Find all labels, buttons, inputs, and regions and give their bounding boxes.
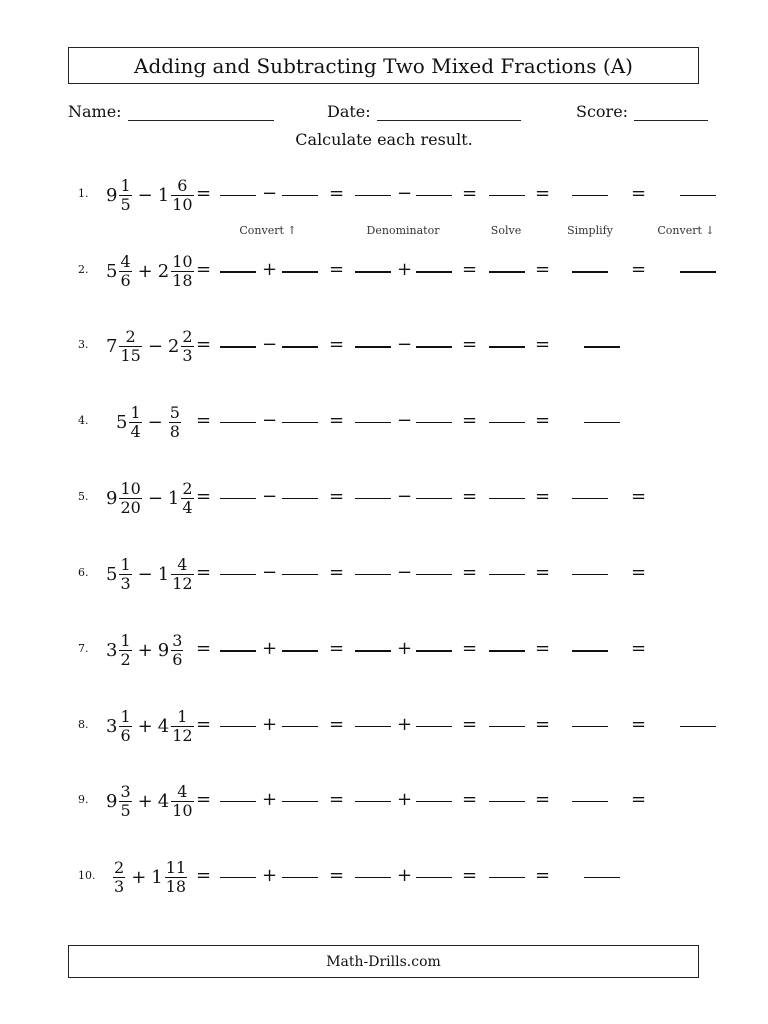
- numerator: 10: [120, 478, 141, 498]
- denominator: 4: [130, 421, 141, 441]
- fraction: [119, 480, 141, 517]
- answer-blank[interactable]: [489, 271, 525, 273]
- mixed-number: [168, 480, 195, 517]
- numerator: 4: [177, 554, 188, 574]
- operator: −: [147, 411, 163, 433]
- answer-blank[interactable]: [489, 801, 525, 802]
- answer-blank[interactable]: [282, 726, 318, 727]
- answer-blank[interactable]: [355, 498, 391, 499]
- whole-part: 9: [106, 487, 118, 509]
- operator: −: [262, 334, 278, 355]
- equals-sign: =: [535, 183, 551, 204]
- problem-row: [0, 316, 768, 376]
- answer-blank[interactable]: [584, 422, 620, 423]
- whole-part: 1: [151, 866, 163, 888]
- numerator: 3: [172, 630, 183, 650]
- answer-blank[interactable]: [489, 346, 525, 348]
- equals-sign: =: [329, 334, 345, 355]
- score-input-line[interactable]: [634, 96, 708, 121]
- whole-part: 3: [106, 715, 118, 737]
- equals-sign: =: [631, 638, 647, 659]
- operator: −: [262, 410, 278, 431]
- whole-part: 3: [106, 639, 118, 661]
- fraction: [171, 708, 193, 745]
- answer-blank[interactable]: [572, 726, 608, 727]
- footer: Math-Drills.com: [68, 945, 699, 978]
- equals-sign: =: [535, 486, 551, 507]
- equals-sign: =: [535, 865, 551, 886]
- answer-blank[interactable]: [416, 574, 452, 575]
- answer-blank[interactable]: [416, 801, 452, 802]
- fraction: [181, 328, 193, 365]
- answer-blank[interactable]: [220, 498, 256, 499]
- equals-sign: =: [631, 714, 647, 735]
- equals-sign: =: [462, 714, 478, 735]
- mixed-number: [112, 859, 126, 896]
- problem-number: 1.: [78, 187, 89, 200]
- answer-blank[interactable]: [416, 195, 452, 196]
- answer-blank[interactable]: [584, 877, 620, 878]
- numerator: 2: [125, 326, 136, 346]
- answer-blank[interactable]: [282, 195, 318, 196]
- answer-blank[interactable]: [416, 877, 452, 878]
- equals-sign: =: [535, 410, 551, 431]
- answer-blank[interactable]: [489, 574, 525, 575]
- equals-sign: =: [462, 259, 478, 280]
- mixed-number: [158, 556, 195, 593]
- whole-part: 9: [106, 184, 118, 206]
- denominator: 5: [120, 194, 131, 214]
- answer-blank[interactable]: [416, 726, 452, 727]
- mixed-number: [106, 328, 143, 365]
- operator: −: [397, 562, 413, 583]
- problem-number: 8.: [78, 718, 89, 731]
- fraction: [171, 177, 193, 214]
- problem-row: [0, 771, 768, 831]
- answer-blank[interactable]: [355, 346, 391, 348]
- equals-sign: =: [196, 259, 212, 280]
- problem-number: 4.: [78, 414, 89, 427]
- fraction: [113, 859, 125, 896]
- fraction: [129, 404, 141, 441]
- operator: +: [137, 260, 153, 282]
- answer-blank[interactable]: [282, 650, 318, 652]
- answer-blank[interactable]: [416, 422, 452, 423]
- whole-part: 5: [116, 411, 128, 433]
- problem-row: [0, 620, 768, 680]
- fraction: [119, 632, 131, 669]
- mixed-number: [106, 480, 143, 517]
- numerator: 2: [182, 478, 193, 498]
- equals-sign: =: [631, 259, 647, 280]
- answer-blank[interactable]: [220, 726, 256, 727]
- answer-blank[interactable]: [584, 346, 620, 348]
- equals-sign: =: [196, 789, 212, 810]
- whole-part: 5: [106, 260, 118, 282]
- problem-number: 5.: [78, 490, 89, 503]
- fraction: [119, 556, 131, 593]
- hint-2: Solve: [490, 224, 522, 237]
- equals-sign: =: [196, 183, 212, 204]
- answer-blank[interactable]: [680, 195, 716, 196]
- answer-blank[interactable]: [489, 650, 525, 652]
- denominator: 3: [120, 573, 131, 593]
- operator: +: [262, 789, 278, 810]
- problem-number: 7.: [78, 642, 89, 655]
- numerator: 2: [114, 857, 125, 877]
- mixed-number: [106, 177, 133, 214]
- equals-sign: =: [535, 638, 551, 659]
- score-label: Score:: [576, 102, 629, 121]
- equals-sign: =: [329, 789, 345, 810]
- problem-expression: [106, 468, 195, 528]
- equals-sign: =: [631, 562, 647, 583]
- denominator: 8: [169, 421, 180, 441]
- whole-part: 5: [106, 563, 118, 585]
- answer-blank[interactable]: [282, 346, 318, 348]
- answer-blank[interactable]: [220, 574, 256, 575]
- equals-sign: =: [535, 259, 551, 280]
- fraction: [181, 480, 193, 517]
- answer-blank[interactable]: [416, 346, 452, 348]
- answer-blank[interactable]: [220, 650, 256, 652]
- equals-sign: =: [196, 410, 212, 431]
- numerator: 1: [130, 402, 141, 422]
- fraction: [119, 253, 131, 290]
- equals-sign: =: [535, 789, 551, 810]
- denominator: 10: [172, 800, 193, 820]
- denominator: 10: [172, 194, 193, 214]
- operator: −: [262, 183, 278, 204]
- answer-blank[interactable]: [220, 422, 256, 423]
- date-label: Date:: [327, 102, 371, 121]
- operator: −: [397, 183, 413, 204]
- equals-sign: =: [329, 865, 345, 886]
- answer-blank[interactable]: [572, 801, 608, 802]
- equals-sign: =: [196, 638, 212, 659]
- equals-sign: =: [462, 486, 478, 507]
- mixed-number: [158, 783, 195, 820]
- answer-blank[interactable]: [282, 574, 318, 575]
- numerator: 1: [120, 706, 131, 726]
- answer-blank[interactable]: [489, 726, 525, 727]
- equals-sign: =: [329, 183, 345, 204]
- equals-sign: =: [196, 334, 212, 355]
- date-field: [327, 96, 521, 121]
- equals-sign: =: [329, 562, 345, 583]
- equals-sign: =: [631, 183, 647, 204]
- mixed-number: [168, 404, 182, 441]
- answer-blank[interactable]: [572, 271, 608, 273]
- problem-number: 2.: [78, 263, 89, 276]
- equals-sign: =: [329, 714, 345, 735]
- mixed-number: [168, 328, 195, 365]
- equals-sign: =: [535, 334, 551, 355]
- answer-blank[interactable]: [489, 195, 525, 196]
- problem-number: 6.: [78, 566, 89, 579]
- hint-0: Convert ↑: [239, 224, 297, 237]
- denominator: 12: [172, 573, 193, 593]
- operator: −: [147, 487, 163, 509]
- whole-part: 9: [106, 790, 118, 812]
- answer-blank[interactable]: [489, 498, 525, 499]
- whole-part: 4: [157, 715, 170, 737]
- equals-sign: =: [631, 486, 647, 507]
- equals-sign: =: [462, 334, 478, 355]
- answer-blank[interactable]: [282, 877, 318, 878]
- answer-blank[interactable]: [355, 726, 391, 727]
- problem-row: [0, 544, 768, 604]
- whole-part: 4: [157, 790, 170, 812]
- worksheet-title: Adding and Subtracting Two Mixed Fractions (A): [68, 47, 699, 84]
- fraction: [119, 177, 131, 214]
- hint-3: Simplify: [567, 224, 613, 237]
- equals-sign: =: [196, 562, 212, 583]
- whole-part: 1: [167, 487, 180, 509]
- mixed-number: [106, 253, 133, 290]
- mixed-number: [158, 177, 195, 214]
- mixed-number: [116, 404, 143, 441]
- mixed-number: [106, 556, 133, 593]
- equals-sign: =: [535, 714, 551, 735]
- denominator: 4: [182, 497, 193, 517]
- whole-part: 1: [157, 184, 170, 206]
- operator: −: [397, 410, 413, 431]
- operator: +: [137, 790, 153, 812]
- answer-blank[interactable]: [220, 346, 256, 348]
- whole-part: 9: [157, 639, 170, 661]
- mixed-number: [158, 253, 195, 290]
- operator: +: [262, 259, 278, 280]
- answer-blank[interactable]: [572, 195, 608, 196]
- whole-part: 7: [106, 335, 118, 357]
- numerator: 10: [172, 251, 193, 271]
- answer-blank[interactable]: [489, 877, 525, 878]
- problem-expression: [106, 544, 195, 604]
- denominator: 18: [165, 876, 187, 896]
- fraction: [169, 404, 181, 441]
- denominator: 6: [120, 725, 131, 745]
- problem-expression: [116, 392, 182, 452]
- answer-blank[interactable]: [282, 422, 318, 423]
- numerator: 4: [120, 251, 131, 271]
- operator: −: [147, 335, 163, 357]
- answer-blank[interactable]: [416, 650, 452, 652]
- equals-sign: =: [329, 638, 345, 659]
- answer-blank[interactable]: [282, 801, 318, 802]
- name-field: [68, 96, 274, 121]
- operator: +: [262, 638, 278, 659]
- fraction: [119, 783, 131, 820]
- denominator: 18: [172, 270, 193, 290]
- numerator: 1: [120, 554, 131, 574]
- mixed-number: [106, 708, 133, 745]
- problem-expression: [106, 620, 184, 680]
- answer-blank[interactable]: [220, 271, 256, 273]
- denominator: 15: [120, 345, 141, 365]
- problem-expression: [106, 771, 195, 831]
- operator: +: [397, 259, 413, 280]
- denominator: 2: [120, 649, 131, 669]
- answer-blank[interactable]: [355, 271, 391, 273]
- fraction: [119, 708, 131, 745]
- mixed-number: [106, 783, 133, 820]
- whole-part: 1: [157, 563, 170, 585]
- problem-number: 3.: [78, 338, 89, 351]
- operator: +: [262, 865, 278, 886]
- problem-expression: [106, 241, 195, 301]
- equals-sign: =: [462, 789, 478, 810]
- operator: −: [262, 562, 278, 583]
- answer-blank[interactable]: [680, 726, 716, 727]
- denominator: 12: [172, 725, 193, 745]
- operator: −: [397, 486, 413, 507]
- name-label: Name:: [68, 102, 122, 121]
- answer-blank[interactable]: [220, 801, 256, 802]
- problem-expression: [112, 847, 188, 907]
- numerator: 4: [177, 781, 188, 801]
- answer-blank[interactable]: [572, 650, 608, 652]
- numerator: 5: [169, 402, 180, 422]
- operator: −: [137, 184, 153, 206]
- answer-blank[interactable]: [355, 574, 391, 575]
- whole-part: 2: [157, 260, 170, 282]
- problem-row: [0, 468, 768, 528]
- answer-blank[interactable]: [355, 877, 391, 878]
- equals-sign: =: [196, 714, 212, 735]
- numerator: 1: [120, 175, 131, 195]
- mixed-number: [158, 708, 195, 745]
- instructions: Calculate each result.: [295, 130, 473, 149]
- equals-sign: =: [462, 410, 478, 431]
- answer-blank[interactable]: [355, 195, 391, 196]
- denominator: 20: [120, 497, 141, 517]
- operator: +: [397, 714, 413, 735]
- fraction: [171, 783, 193, 820]
- fraction: [119, 328, 141, 365]
- mixed-number: [106, 632, 133, 669]
- answer-blank[interactable]: [489, 422, 525, 423]
- answer-blank[interactable]: [416, 271, 452, 273]
- numerator: 6: [177, 175, 188, 195]
- mixed-number: [158, 632, 185, 669]
- date-input-line[interactable]: [377, 96, 521, 121]
- mixed-number: [151, 859, 188, 896]
- fraction: [171, 556, 193, 593]
- equals-sign: =: [631, 789, 647, 810]
- numerator: 2: [182, 326, 193, 346]
- problem-number: 9.: [78, 793, 89, 806]
- name-input-line[interactable]: [128, 96, 274, 121]
- answer-blank[interactable]: [416, 498, 452, 499]
- fraction: [165, 859, 187, 896]
- equals-sign: =: [196, 486, 212, 507]
- answer-blank[interactable]: [355, 422, 391, 423]
- denominator: 6: [120, 270, 131, 290]
- denominator: 5: [120, 800, 131, 820]
- denominator: 6: [172, 649, 183, 669]
- fraction: [171, 253, 193, 290]
- equals-sign: =: [329, 259, 345, 280]
- problem-row: [0, 165, 768, 225]
- hint-4: Convert ↓: [657, 224, 715, 237]
- numerator: 1: [177, 706, 188, 726]
- answer-blank[interactable]: [282, 498, 318, 499]
- problem-row: [0, 392, 768, 452]
- denominator: 3: [114, 876, 125, 896]
- hint-1: Denominator: [366, 224, 440, 237]
- answer-blank[interactable]: [355, 650, 391, 652]
- equals-sign: =: [462, 183, 478, 204]
- operator: +: [397, 789, 413, 810]
- numerator: 11: [165, 857, 187, 877]
- equals-sign: =: [462, 638, 478, 659]
- answer-blank[interactable]: [220, 195, 256, 196]
- problem-expression: [106, 316, 195, 376]
- whole-part: 2: [167, 335, 180, 357]
- operator: +: [137, 639, 153, 661]
- operator: −: [397, 334, 413, 355]
- problem-row: [0, 241, 768, 301]
- problem-row: [0, 847, 768, 907]
- answer-blank[interactable]: [220, 877, 256, 878]
- equals-sign: =: [535, 562, 551, 583]
- answer-blank[interactable]: [282, 271, 318, 273]
- equals-sign: =: [329, 410, 345, 431]
- answer-blank[interactable]: [572, 574, 608, 575]
- operator: +: [262, 714, 278, 735]
- equals-sign: =: [329, 486, 345, 507]
- denominator: 3: [182, 345, 193, 365]
- operator: −: [137, 563, 153, 585]
- equals-sign: =: [462, 865, 478, 886]
- score-field: [576, 96, 708, 121]
- operator: +: [137, 715, 153, 737]
- equals-sign: =: [196, 865, 212, 886]
- problem-expression: [106, 696, 195, 756]
- operator: −: [262, 486, 278, 507]
- problem-row: [0, 696, 768, 756]
- operator: +: [131, 866, 147, 888]
- operator: +: [397, 865, 413, 886]
- numerator: 1: [120, 630, 131, 650]
- answer-blank[interactable]: [355, 801, 391, 802]
- operator: +: [397, 638, 413, 659]
- fraction: [171, 632, 183, 669]
- problem-expression: [106, 165, 195, 225]
- answer-blank[interactable]: [680, 271, 716, 273]
- answer-blank[interactable]: [572, 498, 608, 499]
- equals-sign: =: [462, 562, 478, 583]
- numerator: 3: [120, 781, 131, 801]
- problem-number: 10.: [78, 869, 96, 882]
